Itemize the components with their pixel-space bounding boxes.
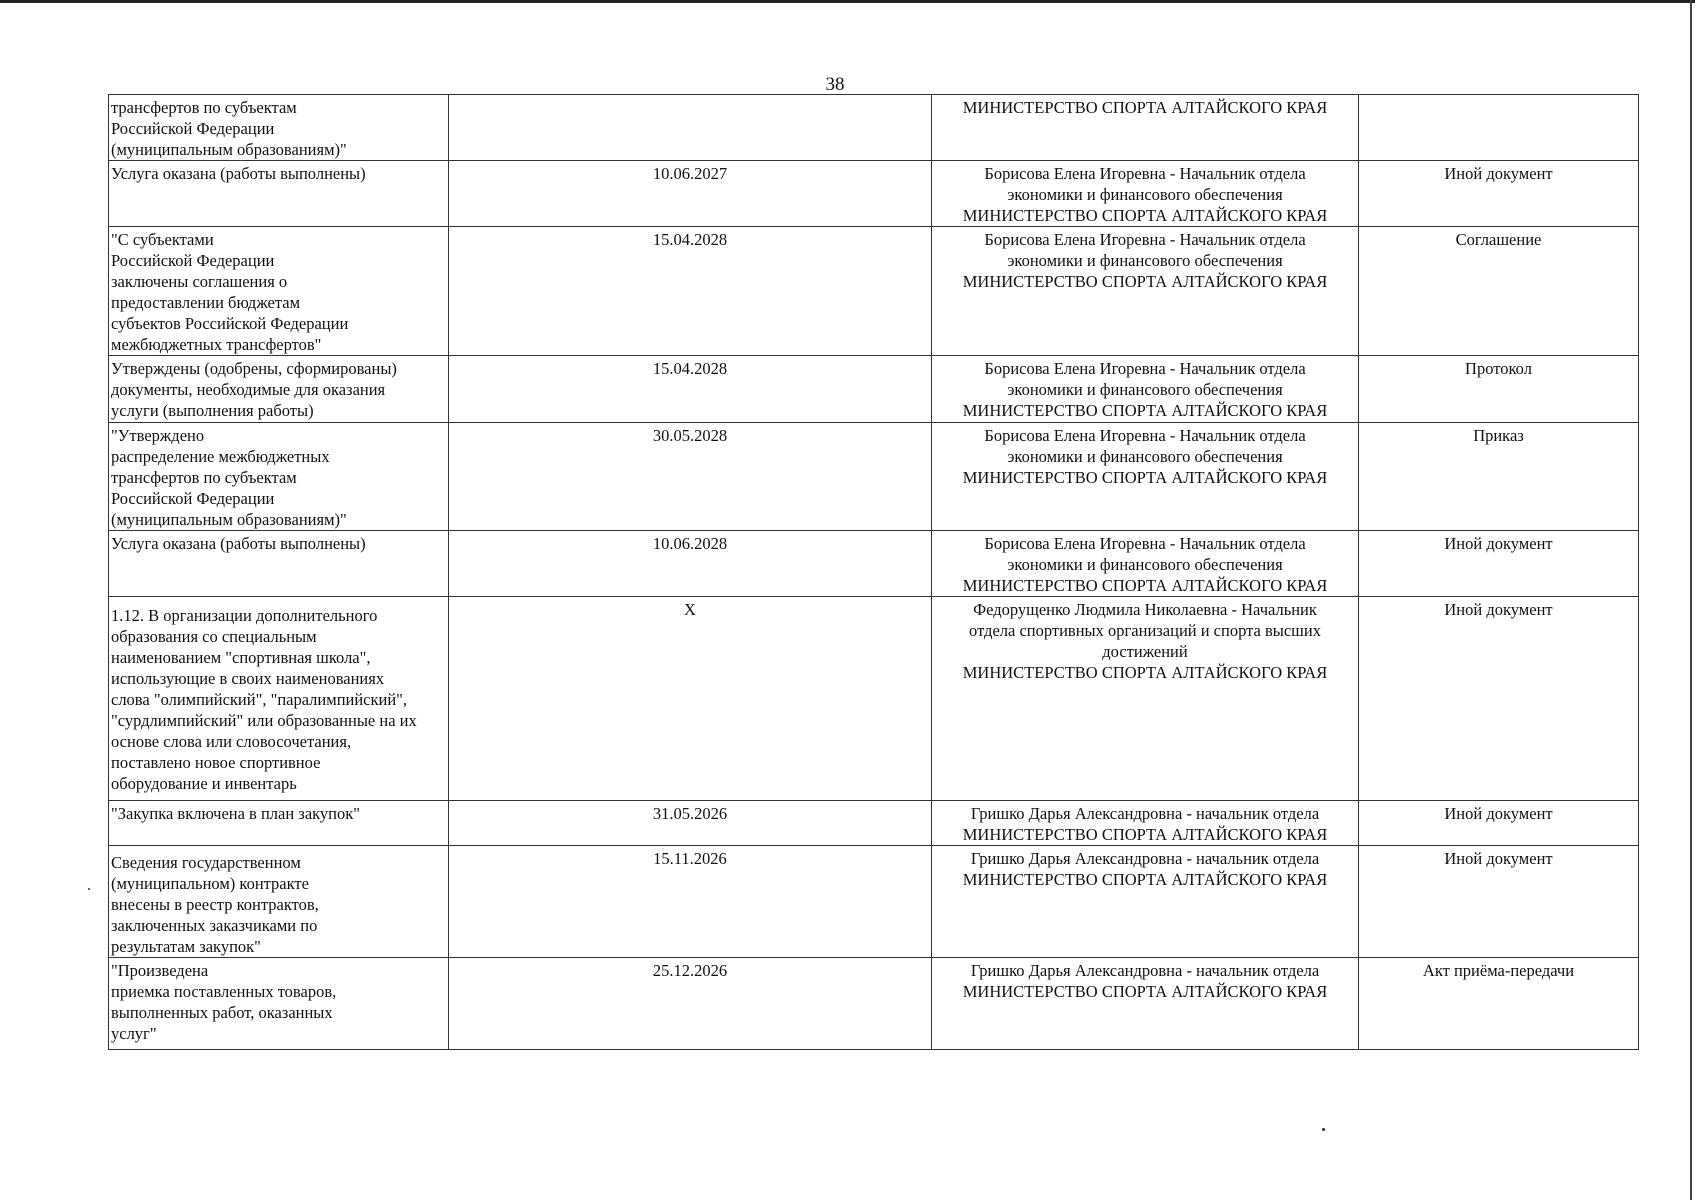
date-cell: 25.12.2026	[449, 958, 932, 1050]
document-type-cell: Акт приёма-передачи	[1359, 958, 1639, 1050]
responsible-cell: Гришко Дарья Александровна - начальник отдела МИНИСТЕРСТВО СПОРТА АЛТАЙСКОГО КРАЯ	[932, 801, 1359, 846]
responsible-cell: Федорущенко Людмила Николаевна - Начальник отдела спортивных организаций и спорта высших достижений МИНИСТЕРСТВО СПОРТА АЛТАЙСКОГО КРАЯ	[932, 597, 1359, 801]
date-cell: 10.06.2028	[449, 531, 932, 597]
page-number: 38	[825, 74, 845, 95]
date-cell: 15.11.2026	[449, 846, 932, 958]
event-name-cell: трансфертов по субъектам Российской Федерации (муниципальным образованиям)"	[109, 95, 449, 161]
event-name-cell: Услуга оказана (работы выполнены)	[109, 531, 449, 597]
responsible-cell: Гришко Дарья Александровна - начальник отдела МИНИСТЕРСТВО СПОРТА АЛТАЙСКОГО КРАЯ	[932, 958, 1359, 1050]
date-cell: 15.04.2028	[449, 227, 932, 356]
table-row	[109, 801, 1639, 846]
date-cell	[449, 95, 932, 161]
event-name-cell: Сведения государственном (муниципальном) контракте внесены в реестр контрактов, заключенных заказчиками по результатам закупок"	[109, 846, 449, 958]
right-scan-edge	[1690, 0, 1692, 1200]
table-row	[109, 597, 1639, 801]
top-scan-edge	[0, 0, 1695, 3]
table-row	[109, 161, 1639, 227]
event-name-cell: "Произведена приемка поставленных товаров, выполненных работ, оказанных услуг"	[109, 958, 449, 1050]
event-name-cell: Утверждены (одобрены, сформированы) документы, необходимые для оказания услуги (выполнения работы)	[109, 356, 449, 423]
document-type-cell: Протокол	[1359, 356, 1639, 423]
document-type-cell: Иной документ	[1359, 846, 1639, 958]
scan-speck	[88, 888, 90, 890]
event-name-cell: 1.12. В организации дополнительного образования со специальным наименованием "спортивная школа", использующие в своих наименованиях слова "олимпийский", "паралимпийский", "сурдлимпийский" или образованные на их основе слова или словосочетания, поставлено новое спортивное оборудование и инвентарь	[109, 597, 449, 801]
date-cell: 30.05.2028	[449, 423, 932, 531]
document-type-cell: Соглашение	[1359, 227, 1639, 356]
responsible-cell: Борисова Елена Игоревна - Начальник отдела экономики и финансового обеспечения МИНИСТЕРСТВО СПОРТА АЛТАЙСКОГО КРАЯ	[932, 531, 1359, 597]
event-name-cell: "С субъектами Российской Федерации заключены соглашения о предоставлении бюджетам субъектов Российской Федерации межбюджетных трансфертов"	[109, 227, 449, 356]
document-type-cell: Иной документ	[1359, 801, 1639, 846]
document-type-cell: Иной документ	[1359, 531, 1639, 597]
event-name-cell: Услуга оказана (работы выполнены)	[109, 161, 449, 227]
document-type-cell: Иной документ	[1359, 161, 1639, 227]
responsible-cell: Борисова Елена Игоревна - Начальник отдела экономики и финансового обеспечения МИНИСТЕРСТВО СПОРТА АЛТАЙСКОГО КРАЯ	[932, 423, 1359, 531]
date-cell: 31.05.2026	[449, 801, 932, 846]
responsible-cell: Борисова Елена Игоревна - Начальник отдела экономики и финансового обеспечения МИНИСТЕРСТВО СПОРТА АЛТАЙСКОГО КРАЯ	[932, 356, 1359, 423]
scan-speck	[1322, 1128, 1325, 1131]
date-cell: 15.04.2028	[449, 356, 932, 423]
table-row	[109, 356, 1639, 423]
responsible-cell: Гришко Дарья Александровна - начальник отдела МИНИСТЕРСТВО СПОРТА АЛТАЙСКОГО КРАЯ	[932, 846, 1359, 958]
table-row	[109, 227, 1639, 356]
event-name-cell: "Закупка включена в план закупок"	[109, 801, 449, 846]
responsible-cell: МИНИСТЕРСТВО СПОРТА АЛТАЙСКОГО КРАЯ	[932, 95, 1359, 161]
responsible-cell: Борисова Елена Игоревна - Начальник отдела экономики и финансового обеспечения МИНИСТЕРСТВО СПОРТА АЛТАЙСКОГО КРАЯ	[932, 161, 1359, 227]
document-type-cell: Приказ	[1359, 423, 1639, 531]
table-row	[109, 423, 1639, 531]
responsible-cell: Борисова Елена Игоревна - Начальник отдела экономики и финансового обеспечения МИНИСТЕРСТВО СПОРТА АЛТАЙСКОГО КРАЯ	[932, 227, 1359, 356]
date-cell: 10.06.2027	[449, 161, 932, 227]
document-type-cell: Иной документ	[1359, 597, 1639, 801]
table-row	[109, 846, 1639, 958]
date-cell: X	[449, 597, 932, 801]
table-row	[109, 95, 1639, 161]
document-type-cell	[1359, 95, 1639, 161]
table-row	[109, 531, 1639, 597]
table-row	[109, 958, 1639, 1050]
event-name-cell: "Утверждено распределение межбюджетных трансфертов по субъектам Российской Федерации (муниципальным образованиям)"	[109, 423, 449, 531]
schedule-table	[108, 94, 1639, 1050]
